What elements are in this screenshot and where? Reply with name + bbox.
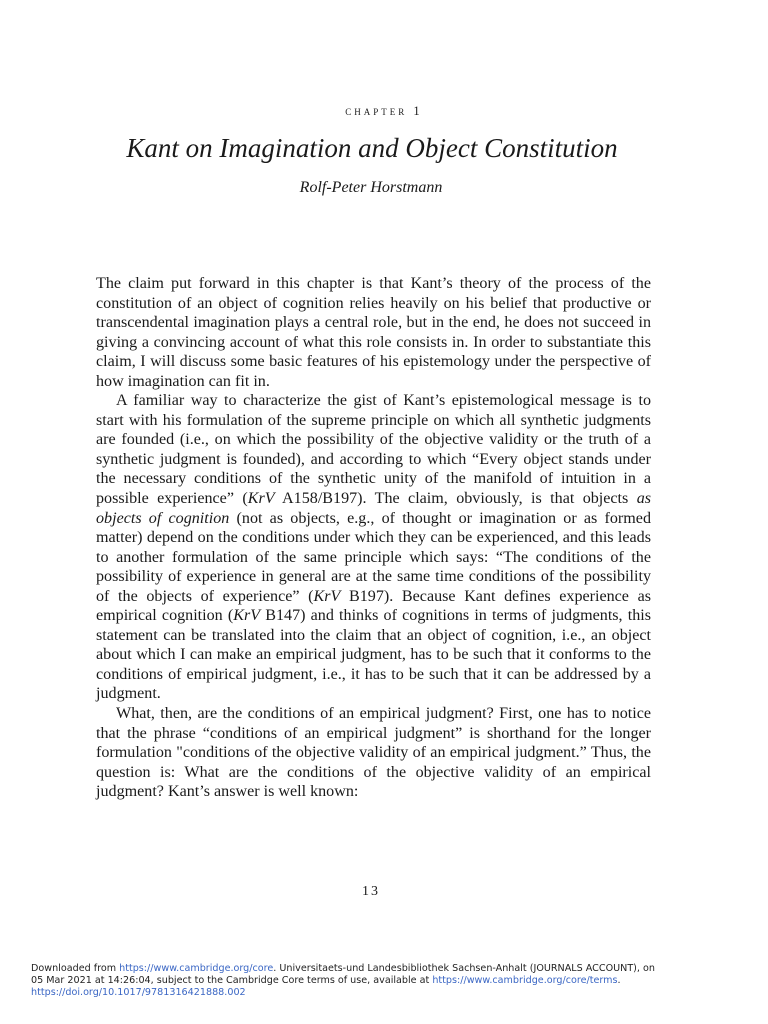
paragraph-2-ref-1: A158/B197). The claim, obviously, is that objects: [274, 490, 637, 508]
paragraph-2-text-a: A familiar way to characterize the gist of Kant’s epistemological message is to start with his formulation of the supreme principle on which all synthetic judgments are founded (i.e., on which the possibility of the objective validity or the truth of a synthetic judgment is founded), and according to which “Every object stands under the necessary conditions of the synthetic unity of the manifold of intuition in a possible experience” (: [96, 392, 651, 508]
page-number: 13: [362, 884, 380, 899]
terms-link[interactable]: https://www.cambridge.org/core/terms: [432, 975, 618, 986]
footer-institution: . Universitaets-und Landesbibliothek Sachsen-Anhalt (JOURNALS ACCOUNT), on: [273, 963, 655, 974]
doi-link[interactable]: https://doi.org/10.1017/9781316421888.002: [31, 987, 246, 998]
paragraph-3: What, then, are the conditions of an empirical judgment? First, one has to notice that the phrase “conditions of an empirical judgment” is shorthand for the longer formulation "conditions of the objective validity of an empirical judgment.” Thus, the question is: What are the conditions of the objective validity of an empirical judgment? Kant’s answer is well known:: [96, 705, 651, 801]
paragraph-1: The claim put forward in this chapter is that Kant’s theory of the process of the constitution of an object of cognition relies heavily on his belief that productive or transcendental imagination plays a central role, but in the end, he does not succeed in giving a convincing account of what this role consists in. In order to substantiate this claim, I will discuss some basic features of his epistemology under the perspective of how imagination can fit in.: [96, 275, 651, 390]
chapter-author: Rolf-Peter Horstmann: [299, 179, 443, 196]
footer-prefix: Downloaded from: [31, 963, 120, 974]
chapter-title: Kant on Imagination and Object Constitution: [126, 133, 618, 163]
krv-abbrev: KrV: [247, 490, 275, 508]
paragraph-2-ref-2: B197). Because Kant defines experience as empirical cognition (: [96, 587, 651, 625]
paragraph-2: [96, 391, 651, 704]
download-footer: [31, 963, 731, 999]
chapter-label: chapter 1: [345, 104, 423, 118]
krv-abbrev: KrV: [313, 587, 341, 605]
paragraph-2-emphasis: as objects of cognition: [96, 490, 651, 527]
krv-abbrev: KrV: [233, 607, 261, 625]
paragraph-2-text-b: (not as objects, e.g., of thought or imagination or as formed matter) depend on the conditions under which they can be experienced, and this leads to another formulation of the same principle which says: “The conditions of the possibility of experience in general are at the same time conditions of the possibility of the objects of experience” (: [96, 509, 651, 605]
body-text: [96, 274, 651, 802]
footer-date-terms: 05 Mar 2021 at 14:26:04, subject to the Cambridge Core terms of use, available at: [31, 975, 433, 986]
paragraph-2-ref-3: B147) and thinks of cognitions in terms of judgments, this statement can be translated into the claim that an object of cognition, i.e., an object about which I can make an empirical judgment, has to be such that it conforms to the conditions of empirical judgment, i.e., it has to be such that it can be addressed by a judgment.: [96, 607, 651, 703]
footer-period: .: [617, 975, 621, 986]
cambridge-core-link[interactable]: https://www.cambridge.org/core: [119, 963, 274, 974]
